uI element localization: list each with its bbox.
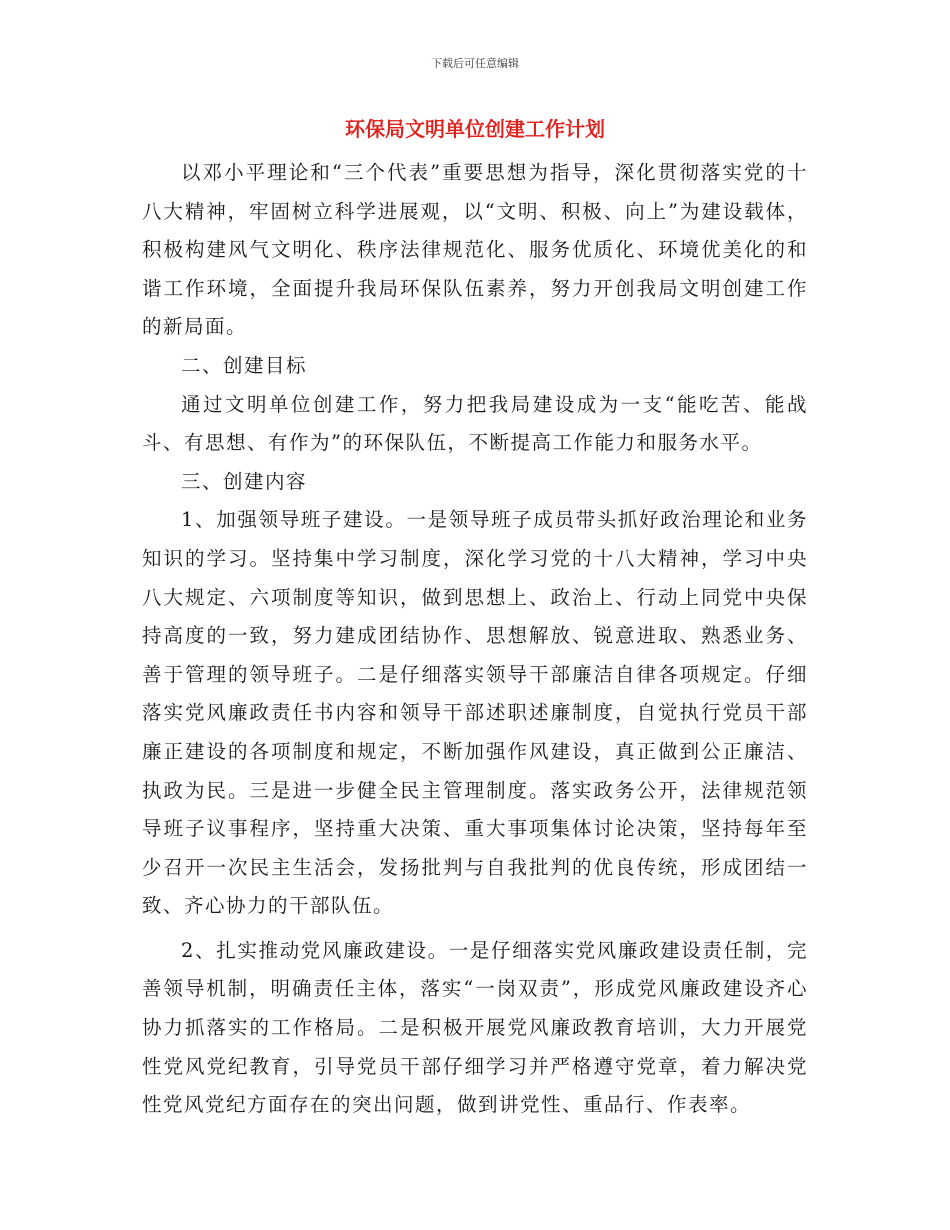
section-heading-goals: 二、创建目标 [181,353,308,377]
section-heading-content: 三、创建内容 [181,469,308,493]
paragraph-party-conduct: 2、扎实推动党风廉政建设。一是仔细落实党风廉政建设责任制，完善领导机制，明确责任主体，落实“一岗双责”，形成党风廉政建设齐心协力抓落实的工作格局。二是积极开展党风廉政教育培训，大力开展党性党风党纪教育，引导党员干部仔细学习并严格遵守党章，着力解决党性党风党纪方面存在的突出问题，做到讲党性、重品行、作表率。 [142,938,808,1117]
paragraph-leadership: 1、加强领导班子建设。一是领导班子成员带头抓好政治理论和业务知识的学习。坚持集中学习制度，深化学习党的十八大精神，学习中央八大规定、六项制度等知识，做到思想上、政治上、行动上同党中央保持高度的一致，努力建成团结协作、思想解放、锐意进取、熟悉业务、善于管理的领导班子。二是仔细落实领导干部廉洁自律各项规定。仔细落实党风廉政责任书内容和领导干部述职述廉制度，自觉执行党员干部廉正建设的各项制度和规定，不断加强作风建设，真正做到公正廉洁、执政为民。三是进一步健全民主管理制度。落实政务公开，法律规范领导班子议事程序，坚持重大决策、重大事项集体讨论决策，坚持每年至少召开一次民主生活会，发扬批判与自我批判的优良传统，形成团结一致、齐心协力的干部队伍。 [142,508,808,918]
page-header-note: 下载后可任意编辑 [431,57,519,70]
paragraph-goals: 通过文明单位创建工作，努力把我局建设成为一支“能吃苦、能战斗、有思想、有作为”的环保队伍，不断提高工作能力和服务水平。 [142,392,808,455]
document-title: 环保局文明单位创建工作计划 [345,117,605,141]
paragraph-intro: 以邓小平理论和“三个代表”重要思想为指导，深化贯彻落实党的十八大精神，牢固树立科学进展观，以“文明、积极、向上”为建设载体，积极构建风气文明化、秩序法律规范化、服务优质化、环境优美化的和谐工作环境，全面提升我局环保队伍素养，努力开创我局文明创建工作的新局面。 [142,161,808,339]
document-body [142,154,808,1125]
